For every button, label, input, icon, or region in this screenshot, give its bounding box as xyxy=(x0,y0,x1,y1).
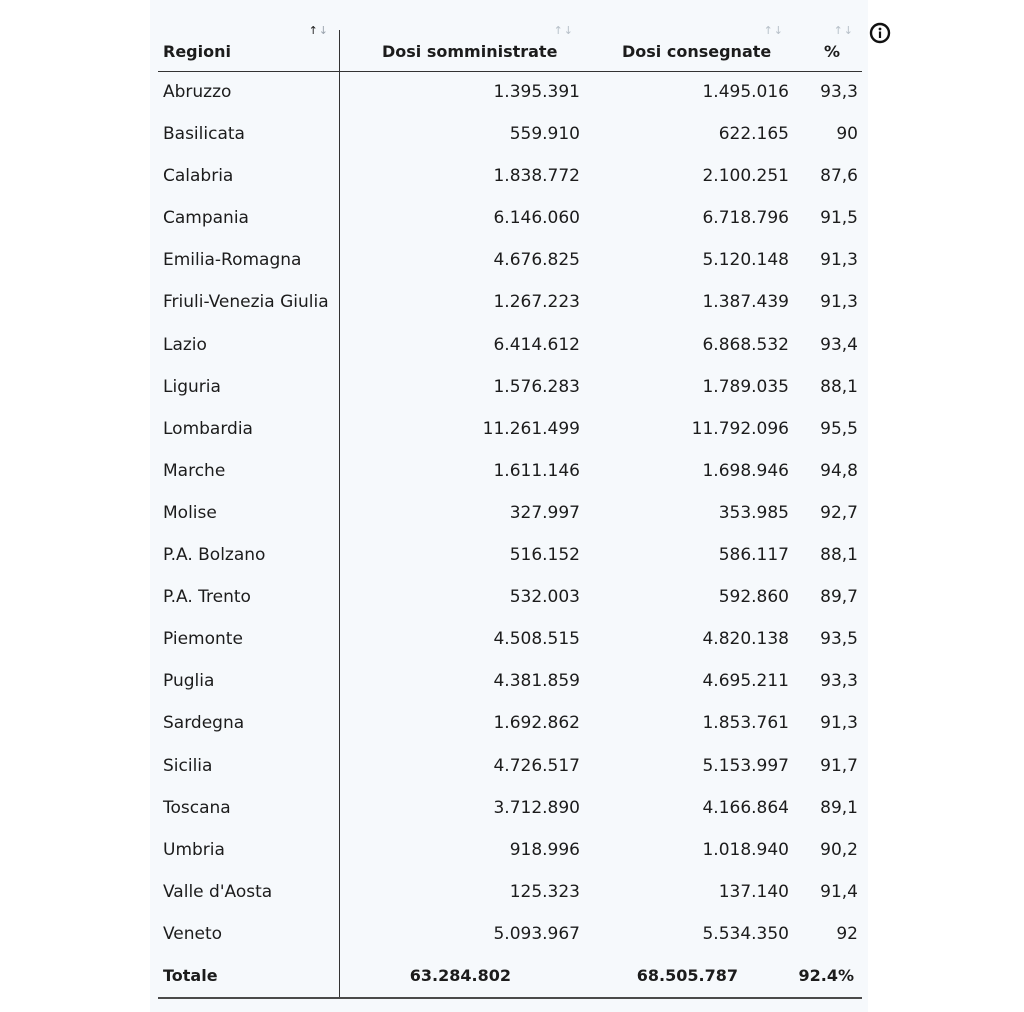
table-row xyxy=(158,534,862,576)
table-row xyxy=(158,197,862,239)
delivered-cell: 4.820.138 xyxy=(702,629,789,650)
administered-cell: 4.676.825 xyxy=(493,250,580,271)
table-row xyxy=(158,450,862,492)
administered-cell: 125.323 xyxy=(509,881,580,902)
delivered-cell: 1.495.016 xyxy=(702,82,789,102)
administered-cell: 5.093.967 xyxy=(493,923,580,944)
administered-cell: 4.381.859 xyxy=(493,671,580,692)
administered-cell: 1.576.283 xyxy=(493,376,580,397)
delivered-cell: 11.792.096 xyxy=(691,418,789,439)
table-row xyxy=(158,618,862,660)
delivered-cell: 592.860 xyxy=(718,587,789,608)
column-label: Dosi consegnate xyxy=(622,42,772,61)
table-row xyxy=(158,239,862,281)
delivered-cell: 1.789.035 xyxy=(702,376,789,397)
region-cell: P.A. Bolzano xyxy=(163,545,266,566)
table-row xyxy=(158,702,862,744)
region-cell: Campania xyxy=(163,208,249,229)
table-row xyxy=(158,787,862,829)
percent-cell: 93,5 xyxy=(820,629,858,650)
sort-icon[interactable]: ↑↓ xyxy=(763,24,784,37)
delivered-cell: 4.695.211 xyxy=(702,671,789,692)
region-cell: Friuli-Venezia Giulia xyxy=(163,292,329,313)
administered-cell: 6.414.612 xyxy=(493,334,580,355)
table-row xyxy=(158,408,862,450)
percent-cell: 87,6 xyxy=(820,166,858,187)
percent-cell: 88,1 xyxy=(820,376,858,397)
region-cell: Sardegna xyxy=(163,713,245,734)
info-icon xyxy=(869,22,891,44)
percent-cell: 90,2 xyxy=(820,839,858,860)
percent-cell: 91,4 xyxy=(820,881,858,902)
region-cell: Veneto xyxy=(163,923,223,944)
sort-icon[interactable]: ↑↓ xyxy=(308,24,329,37)
column-label: Regioni xyxy=(163,42,231,61)
table-body xyxy=(158,71,862,955)
percent-cell: 92 xyxy=(836,923,858,944)
delivered-cell: 5.153.997 xyxy=(702,755,789,776)
region-cell: Sicilia xyxy=(163,755,213,776)
region-cell: Piemonte xyxy=(163,629,243,650)
table-row xyxy=(158,829,862,871)
administered-cell: 516.152 xyxy=(509,545,580,566)
percent-cell: 91,7 xyxy=(820,755,858,776)
column-header-percent[interactable] xyxy=(788,0,862,71)
sort-icon[interactable]: ↑↓ xyxy=(553,24,574,37)
column-header-dosi-consegnate[interactable] xyxy=(580,0,788,71)
delivered-cell: 1.018.940 xyxy=(702,839,789,860)
administered-cell: 1.838.772 xyxy=(493,166,580,187)
delivered-cell: 137.140 xyxy=(718,881,789,902)
percent-cell: 91,5 xyxy=(820,208,858,229)
percent-cell: 90 xyxy=(836,124,858,145)
region-cell: Calabria xyxy=(163,166,234,187)
delivered-cell: 1.698.946 xyxy=(702,460,789,481)
administered-cell: 1.692.862 xyxy=(493,713,580,734)
table-row xyxy=(158,745,862,787)
percent-cell: 93,3 xyxy=(820,671,858,692)
percent-cell: 92,7 xyxy=(820,502,858,523)
column-label: % xyxy=(824,42,841,61)
table-header xyxy=(158,0,862,72)
table-row xyxy=(158,492,862,534)
administered-cell: 559.910 xyxy=(509,124,580,145)
delivered-cell: 5.534.350 xyxy=(702,923,789,944)
delivered-cell: 6.868.532 xyxy=(702,334,789,355)
table-row xyxy=(158,113,862,155)
table-row xyxy=(158,324,862,366)
administered-cell: 3.712.890 xyxy=(493,797,580,818)
table-row xyxy=(158,913,862,955)
total-label: Totale xyxy=(163,966,218,985)
administered-cell: 4.508.515 xyxy=(493,629,580,650)
region-cell: Emilia-Romagna xyxy=(163,250,302,271)
region-cell: P.A. Trento xyxy=(163,587,251,608)
column-label: Dosi somministrate xyxy=(382,42,558,61)
region-cell: Marche xyxy=(163,460,226,481)
region-cell: Basilicata xyxy=(163,124,245,145)
percent-cell: 91,3 xyxy=(820,713,858,734)
region-cell: Lombardia xyxy=(163,418,253,439)
delivered-cell: 1.853.761 xyxy=(702,713,789,734)
table-row xyxy=(158,871,862,913)
administered-cell: 532.003 xyxy=(509,587,580,608)
percent-cell: 93,4 xyxy=(820,334,858,355)
administered-cell: 4.726.517 xyxy=(493,755,580,776)
table-row xyxy=(158,155,862,197)
total-administered: 63.284.802 xyxy=(409,966,511,985)
administered-cell: 1.611.146 xyxy=(493,460,580,481)
region-cell: Valle d'Aosta xyxy=(163,881,273,902)
percent-cell: 89,1 xyxy=(820,797,858,818)
administered-cell: 11.261.499 xyxy=(482,418,580,439)
administered-cell: 327.997 xyxy=(509,502,580,523)
table-row xyxy=(158,366,862,408)
region-cell: Liguria xyxy=(163,376,221,397)
table-row xyxy=(158,660,862,702)
table-row xyxy=(158,576,862,618)
total-delivered: 68.505.787 xyxy=(636,966,738,985)
sort-icon[interactable]: ↑↓ xyxy=(833,24,854,37)
percent-cell: 88,1 xyxy=(820,545,858,566)
table-row xyxy=(158,71,862,113)
region-cell: Umbria xyxy=(163,839,225,860)
percent-cell: 91,3 xyxy=(820,250,858,271)
column-header-regioni[interactable] xyxy=(158,0,339,71)
delivered-cell: 5.120.148 xyxy=(702,250,789,271)
administered-cell: 1.267.223 xyxy=(493,292,580,313)
delivered-cell: 622.165 xyxy=(718,124,789,145)
region-cell: Abruzzo xyxy=(163,82,232,102)
percent-cell: 93,3 xyxy=(820,82,858,102)
delivered-cell: 1.387.439 xyxy=(702,292,789,313)
percent-cell: 95,5 xyxy=(820,418,858,439)
delivered-cell: 4.166.864 xyxy=(702,797,789,818)
administered-cell: 918.996 xyxy=(509,839,580,860)
administered-cell: 1.395.391 xyxy=(493,82,580,102)
region-cell: Molise xyxy=(163,502,217,523)
total-row xyxy=(158,955,862,999)
delivered-cell: 2.100.251 xyxy=(702,166,789,187)
total-percent: 92.4% xyxy=(798,966,854,985)
percent-cell: 94,8 xyxy=(820,460,858,481)
info-button[interactable] xyxy=(869,22,891,44)
delivered-cell: 586.117 xyxy=(718,545,789,566)
column-header-dosi-somministrate[interactable] xyxy=(340,0,580,71)
region-cell: Toscana xyxy=(163,797,231,818)
delivered-cell: 6.718.796 xyxy=(702,208,789,229)
percent-cell: 91,3 xyxy=(820,292,858,313)
delivered-cell: 353.985 xyxy=(718,502,789,523)
percent-cell: 89,7 xyxy=(820,587,858,608)
table-row xyxy=(158,281,862,323)
region-cell: Puglia xyxy=(163,671,215,692)
region-cell: Lazio xyxy=(163,334,207,355)
administered-cell: 6.146.060 xyxy=(493,208,580,229)
